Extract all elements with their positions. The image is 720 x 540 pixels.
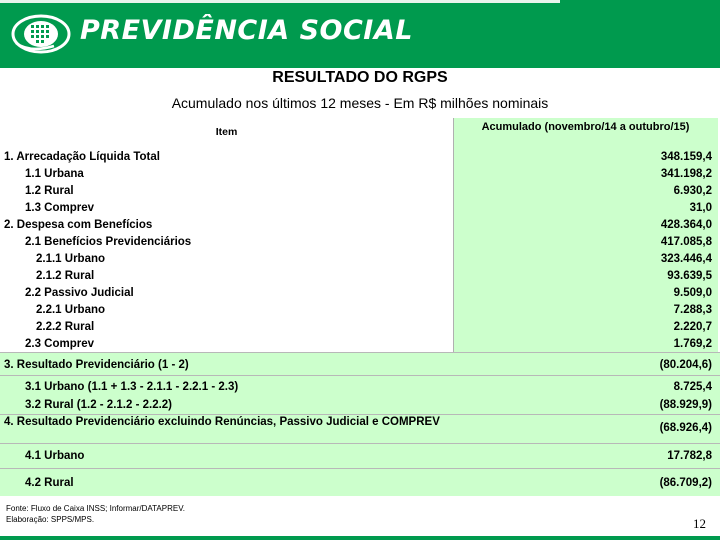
source-note [6, 503, 185, 525]
row-value: (86.709,2) [659, 477, 712, 489]
elaboration-line: Elaboração: SPPS/MPS. [6, 515, 95, 524]
results-table [0, 118, 720, 496]
row-value: 417.085,8 [660, 236, 712, 248]
page-title: RESULTADO DO RGPS [272, 69, 448, 86]
row-label: 1.3 Comprev [25, 202, 95, 214]
row-value: (68.926,4) [659, 422, 712, 434]
row-value: 348.159,4 [660, 151, 712, 163]
row-divider [0, 468, 720, 469]
row-label: 4.2 Rural [25, 477, 74, 489]
brand-name: PREVIDÊNCIA SOCIAL [80, 15, 413, 46]
page-number: 12 [693, 516, 706, 531]
row-label: 2.2.2 Rural [36, 321, 95, 333]
row-label: 1.2 Rural [25, 185, 74, 197]
row-label: 2.1 Benefícios Previdenciários [25, 236, 192, 248]
row-label: 2.2.1 Urbano [36, 304, 106, 316]
column-header-value: Acumulado (novembro/14 a outubro/15) [481, 121, 690, 133]
column-header-item: Item [215, 126, 238, 138]
row-divider [0, 443, 720, 444]
row-value: 2.220,7 [673, 321, 712, 333]
row-label: 2.1.1 Urbano [36, 253, 106, 265]
row-value: 323.446,4 [660, 253, 712, 265]
row-value: (88.929,9) [659, 399, 712, 411]
row-label: 4.1 Urbano [25, 450, 85, 462]
row-value: 93.639,5 [667, 270, 712, 282]
row-divider [0, 375, 720, 376]
row-value: 9.509,0 [673, 287, 712, 299]
source-line: Fonte: Fluxo de Caixa INSS; Informar/DATAPREV. [6, 504, 186, 513]
row-value: 341.198,2 [660, 168, 712, 180]
row-label: 3. Resultado Previdenciário (1 - 2) [4, 359, 189, 371]
row-value: 8.725,4 [673, 381, 712, 393]
row-value: 1.769,2 [673, 338, 712, 350]
row-label: 1. Arrecadação Líquida Total [4, 151, 160, 163]
row-label: 2.1.2 Rural [36, 270, 95, 282]
row-label: 2.2 Passivo Judicial [25, 287, 134, 299]
header-top-line [0, 0, 560, 3]
row-label: 4. Resultado Previdenciário excluindo Renúncias, Passivo Judicial e COMPREV [4, 416, 440, 428]
row-value: (80.204,6) [659, 359, 712, 371]
row-label: 1.1 Urbana [25, 168, 84, 180]
header-bar [0, 0, 720, 68]
row-label: 3.1 Urbano (1.1 + 1.3 - 2.1.1 - 2.2.1 - 2.3) [25, 381, 239, 393]
page-subtitle: Acumulado nos últimos 12 meses - Em R$ milhões nominais [171, 95, 549, 111]
row-label: 2. Despesa com Benefícios [4, 219, 153, 231]
row-value: 6.930,2 [673, 185, 712, 197]
row-value: 17.782,8 [667, 450, 712, 462]
row-value: 7.288,3 [673, 304, 712, 316]
row-divider [0, 352, 720, 353]
previdencia-logo-icon [10, 13, 72, 55]
row-label: 2.3 Comprev [25, 338, 95, 350]
row-label: 3.2 Rural (1.2 - 2.1.2 - 2.2.2) [25, 399, 173, 411]
row-value: 31,0 [689, 202, 712, 214]
row-value: 428.364,0 [660, 219, 712, 231]
row-divider [0, 414, 720, 415]
footer-bar [0, 536, 720, 540]
